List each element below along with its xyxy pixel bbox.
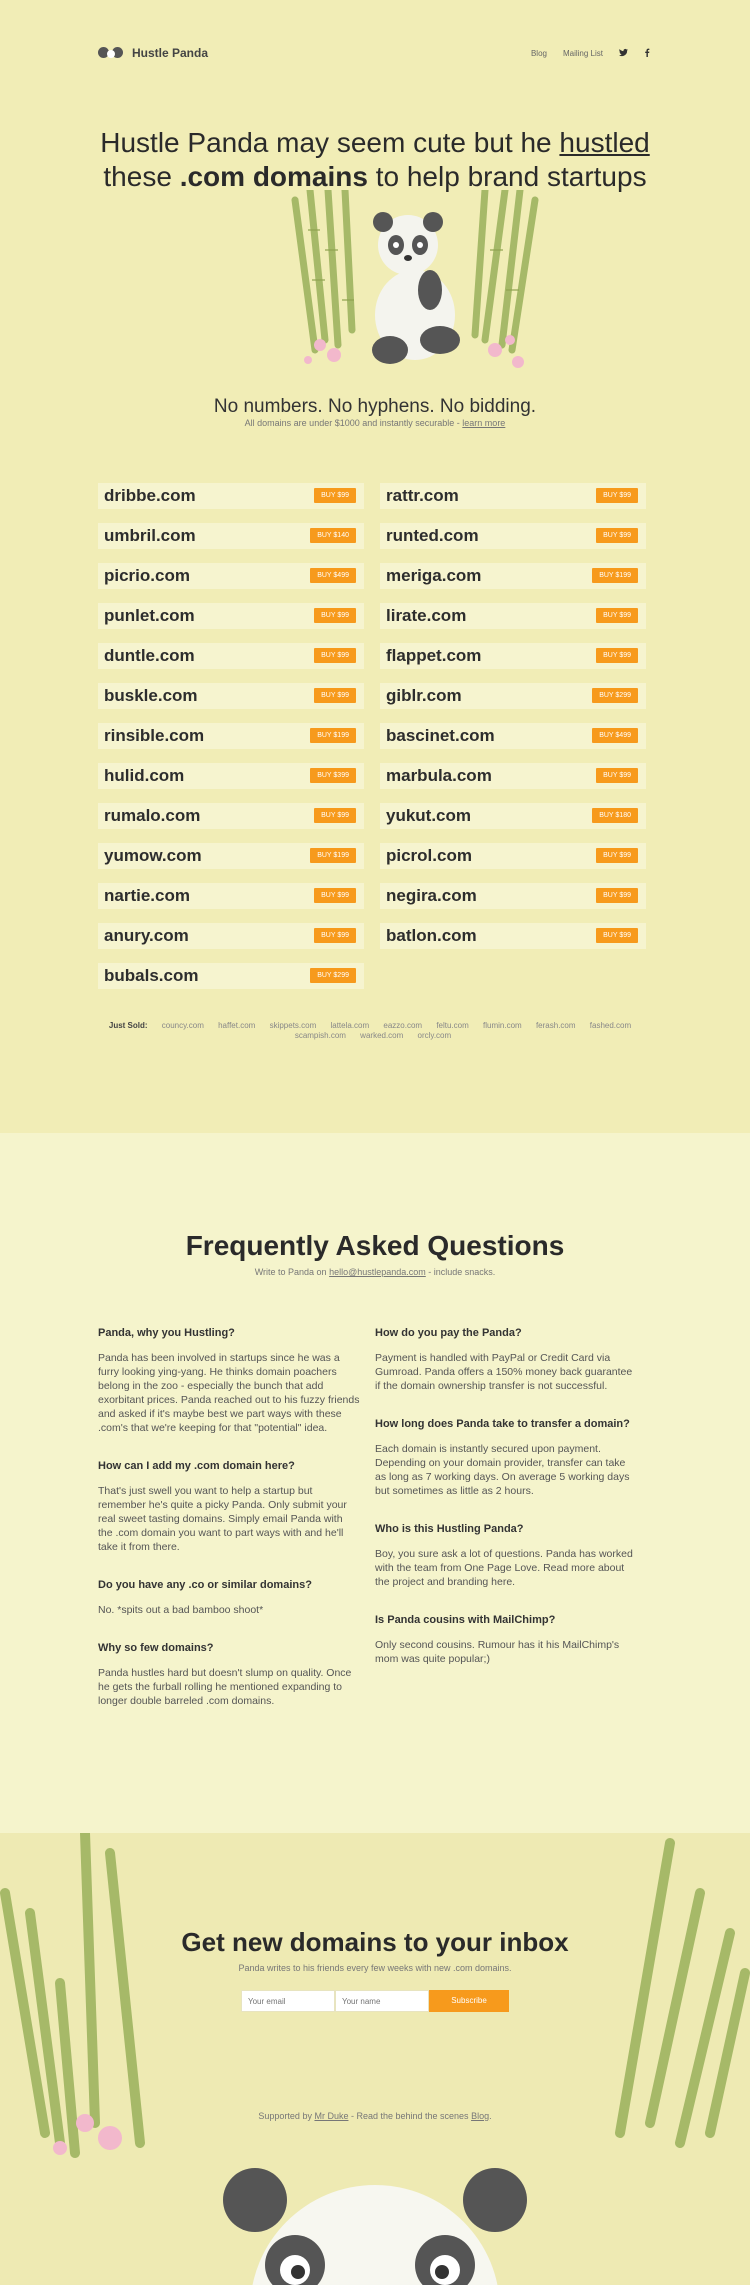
domain-row <box>380 683 646 709</box>
faq-question: Why so few domains? <box>98 1642 214 1654</box>
buy-button[interactable]: BUY $399 <box>310 768 356 783</box>
just-sold-list <box>98 1021 648 1041</box>
mr-duke-link[interactable]: Mr Duke <box>314 2111 349 2121</box>
domain-column-right <box>380 483 646 963</box>
buy-button[interactable]: BUY $499 <box>592 728 638 743</box>
domain-row <box>380 483 646 509</box>
domain-name: dribbe.com <box>104 486 196 505</box>
blog-link[interactable]: Blog <box>471 2111 490 2121</box>
faq-title: Frequently Asked Questions <box>185 1230 565 1261</box>
faq-sub-suffix: - include snacks. <box>425 1267 496 1277</box>
faq-subtitle <box>0 1267 750 1277</box>
hero-line2-prefix: these <box>103 161 180 192</box>
buy-button[interactable]: BUY $199 <box>592 568 638 583</box>
domain-name: anury.com <box>104 926 189 945</box>
domain-row <box>98 683 364 709</box>
domain-name: meriga.com <box>386 566 482 585</box>
domain-name: giblr.com <box>386 686 462 705</box>
sold-domain: warked.com <box>360 1031 404 1040</box>
domain-name: yumow.com <box>104 846 202 865</box>
domain-name: duntle.com <box>104 646 195 665</box>
faq-answer: Payment is handled with PayPal or Credit Card via Gumroad. Panda offers a 150% money back guarantee if the domain ownership transfer is not successful. <box>375 1352 633 1392</box>
buy-button[interactable]: BUY $180 <box>592 808 638 823</box>
support-end: . <box>489 2111 492 2121</box>
buy-button[interactable]: BUY $499 <box>310 568 356 583</box>
domain-name: rattr.com <box>386 486 459 505</box>
learn-more-link[interactable]: learn more <box>462 418 506 428</box>
nav-mailing-list[interactable]: Mailing List <box>562 49 603 58</box>
faq-answer: Each domain is instantly secured upon payment. Depending on your domain provider, transfer can take as long as 7 working days. On average 5 working days but sometimes as little as 2 hours. <box>375 1443 630 1497</box>
name-input[interactable] <box>335 1990 429 2012</box>
subscribe-button[interactable]: Subscribe <box>429 1990 509 2012</box>
domain-name: buskle.com <box>104 686 198 705</box>
hero-line1-prefix: Hustle Panda may seem cute but he <box>100 127 560 158</box>
sold-domain: scampish.com <box>294 1031 346 1040</box>
domain-row <box>380 603 646 629</box>
buy-button[interactable]: BUY $299 <box>592 688 638 703</box>
sold-domain: orcly.com <box>417 1031 452 1040</box>
facebook-icon[interactable] <box>644 48 650 59</box>
buy-button[interactable]: BUY $140 <box>310 528 356 543</box>
tagline: No numbers. No hyphens. No bidding. <box>213 396 537 417</box>
buy-button[interactable]: BUY $99 <box>596 928 638 943</box>
panda-logo-icon <box>98 44 126 62</box>
brand-name: Hustle Panda <box>132 46 209 60</box>
panda-bamboo-illustration <box>290 190 540 370</box>
hero-line2-suffix: to help brand startups <box>367 161 647 192</box>
domain-row <box>380 643 646 669</box>
hero-title <box>0 126 750 194</box>
faq-sub-prefix: Write to Panda on <box>254 1267 330 1277</box>
faq-column-right <box>375 1326 637 1690</box>
buy-button[interactable]: BUY $99 <box>314 928 356 943</box>
domain-name: bascinet.com <box>386 726 495 745</box>
domain-row <box>98 923 364 949</box>
domain-name: lirate.com <box>386 606 467 625</box>
sold-domain: ferash.com <box>535 1021 576 1030</box>
domain-row <box>98 563 364 589</box>
panda-body <box>372 212 460 364</box>
sold-domain: lattela.com <box>330 1021 370 1030</box>
domain-name: picrol.com <box>386 846 472 865</box>
faq-answer: Only second cousins. Rumour has it his MailChimp's mom was quite popular;) <box>375 1639 620 1665</box>
domain-name: yukut.com <box>386 806 472 825</box>
domain-name: flappet.com <box>386 646 482 665</box>
domain-row <box>380 563 646 589</box>
subline-text: All domains are under $1000 and instantly securable - <box>244 418 463 428</box>
faq-question: Is Panda cousins with MailChimp? <box>375 1614 556 1626</box>
domain-row <box>380 883 646 909</box>
faq-answer: Panda hustles hard but doesn't slump on quality. Once he gets the furball rolling he mentioned expanding to longer double barreled .com domains. <box>98 1667 352 1707</box>
buy-button[interactable]: BUY $99 <box>596 848 638 863</box>
faq-answer: Panda has been involved in startups since he was a furry looking ying-yang. He thinks domain poachers belong in the zoo - especially the bunch that add exorbitant prices. Panda reached out to his fuzzy friends and asked if it's maybe best we part ways with these .com's that we're keeping for that "potential" idea. <box>98 1352 360 1434</box>
domain-column-left <box>98 483 364 1003</box>
brand-link[interactable] <box>98 44 208 62</box>
domain-row <box>98 643 364 669</box>
buy-button[interactable]: BUY $99 <box>596 768 638 783</box>
domain-row <box>98 843 364 869</box>
newsletter-title: Get new domains to your inbox <box>181 1927 569 1957</box>
domain-row <box>380 763 646 789</box>
domain-row <box>98 963 364 989</box>
domain-row <box>98 523 364 549</box>
sold-domain: eazzo.com <box>383 1021 423 1030</box>
domain-name: batlon.com <box>386 926 477 945</box>
support-mid: - Read the behind the scenes <box>348 2111 472 2121</box>
subline <box>0 418 750 428</box>
buy-button[interactable]: BUY $99 <box>314 888 356 903</box>
domain-name: marbula.com <box>386 766 492 785</box>
hero-line2-bold: .com domains <box>179 161 368 192</box>
domain-row <box>98 723 364 749</box>
domain-row <box>380 723 646 749</box>
domain-name: rumalo.com <box>104 806 201 825</box>
faq-answer: Boy, you sure ask a lot of questions. Panda has worked with the team from One Page Love. Read more about the project and branding here. <box>375 1548 633 1588</box>
buy-button[interactable]: BUY $99 <box>596 488 638 503</box>
faq-question: Panda, why you Hustling? <box>98 1327 235 1339</box>
faq-question: Who is this Hustling Panda? <box>375 1523 524 1535</box>
support-text <box>0 2111 750 2121</box>
faq-question: How do you pay the Panda? <box>375 1327 522 1339</box>
buy-button[interactable]: BUY $99 <box>314 608 356 623</box>
domain-row <box>380 523 646 549</box>
faq-question: Do you have any .co or similar domains? <box>98 1579 312 1591</box>
domain-name: bubals.com <box>104 966 199 985</box>
domain-name: runted.com <box>386 526 479 545</box>
domain-name: nartie.com <box>104 886 190 905</box>
buy-button[interactable]: BUY $99 <box>596 648 638 663</box>
just-sold-label: Just Sold: <box>108 1021 148 1030</box>
sold-domain: fashed.com <box>589 1021 632 1030</box>
buy-button[interactable]: BUY $199 <box>310 848 356 863</box>
domain-row <box>98 603 364 629</box>
email-link[interactable]: hello@hustlepanda.com <box>329 1267 426 1277</box>
faq-question: How long does Panda take to transfer a domain? <box>375 1418 630 1430</box>
buy-button[interactable]: BUY $299 <box>310 968 356 983</box>
top-bar <box>98 44 650 68</box>
nav-blog[interactable]: Blog <box>530 49 547 58</box>
buy-button[interactable]: BUY $99 <box>596 528 638 543</box>
faq-question: How can I add my .com domain here? <box>98 1460 295 1472</box>
domain-row <box>380 923 646 949</box>
sold-domain: feltu.com <box>436 1021 469 1030</box>
sold-domain: skippets.com <box>269 1021 317 1030</box>
domain-name: rinsible.com <box>104 726 205 745</box>
faq-answer: No. *spits out a bad bamboo shoot* <box>98 1604 264 1616</box>
hustled-link[interactable]: hustled <box>559 127 650 158</box>
buy-button[interactable]: BUY $99 <box>314 648 356 663</box>
domain-row <box>98 883 364 909</box>
domain-row <box>98 763 364 789</box>
domain-row <box>380 803 646 829</box>
sold-domain: councy.com <box>161 1021 204 1030</box>
faq-column-left <box>98 1326 360 1732</box>
buy-button[interactable]: BUY $99 <box>314 488 356 503</box>
buy-button[interactable]: BUY $99 <box>314 688 356 703</box>
sold-domain: haffet.com <box>218 1021 256 1030</box>
main-nav <box>531 48 650 59</box>
newsletter-form <box>241 1990 509 2012</box>
buy-button[interactable]: BUY $99 <box>314 808 356 823</box>
newsletter-subtitle: Panda writes to his friends every few weeks with new .com domains. <box>238 1963 512 1973</box>
faq-answer: That's just swell you want to help a startup but remember he's quite a picky Panda. Only submit your real sweet tasting domains. Simply email Panda with the .com domain you want to part ways with and he'll take it from there. <box>98 1485 347 1553</box>
domain-name: negira.com <box>386 886 477 905</box>
buy-button[interactable]: BUY $99 <box>596 888 638 903</box>
domain-name: picrio.com <box>104 566 190 585</box>
domain-row <box>98 803 364 829</box>
domain-name: punlet.com <box>104 606 195 625</box>
domain-name: umbril.com <box>104 526 196 545</box>
email-input[interactable] <box>241 1990 335 2012</box>
domain-row <box>98 483 364 509</box>
domain-row <box>380 843 646 869</box>
twitter-icon[interactable] <box>619 48 628 59</box>
support-prefix: Supported by <box>258 2111 315 2121</box>
panda-peek-illustration <box>220 2160 530 2285</box>
buy-button[interactable]: BUY $199 <box>310 728 356 743</box>
buy-button[interactable]: BUY $99 <box>596 608 638 623</box>
domain-name: hulid.com <box>104 766 185 785</box>
sold-domain: flumin.com <box>483 1021 522 1030</box>
